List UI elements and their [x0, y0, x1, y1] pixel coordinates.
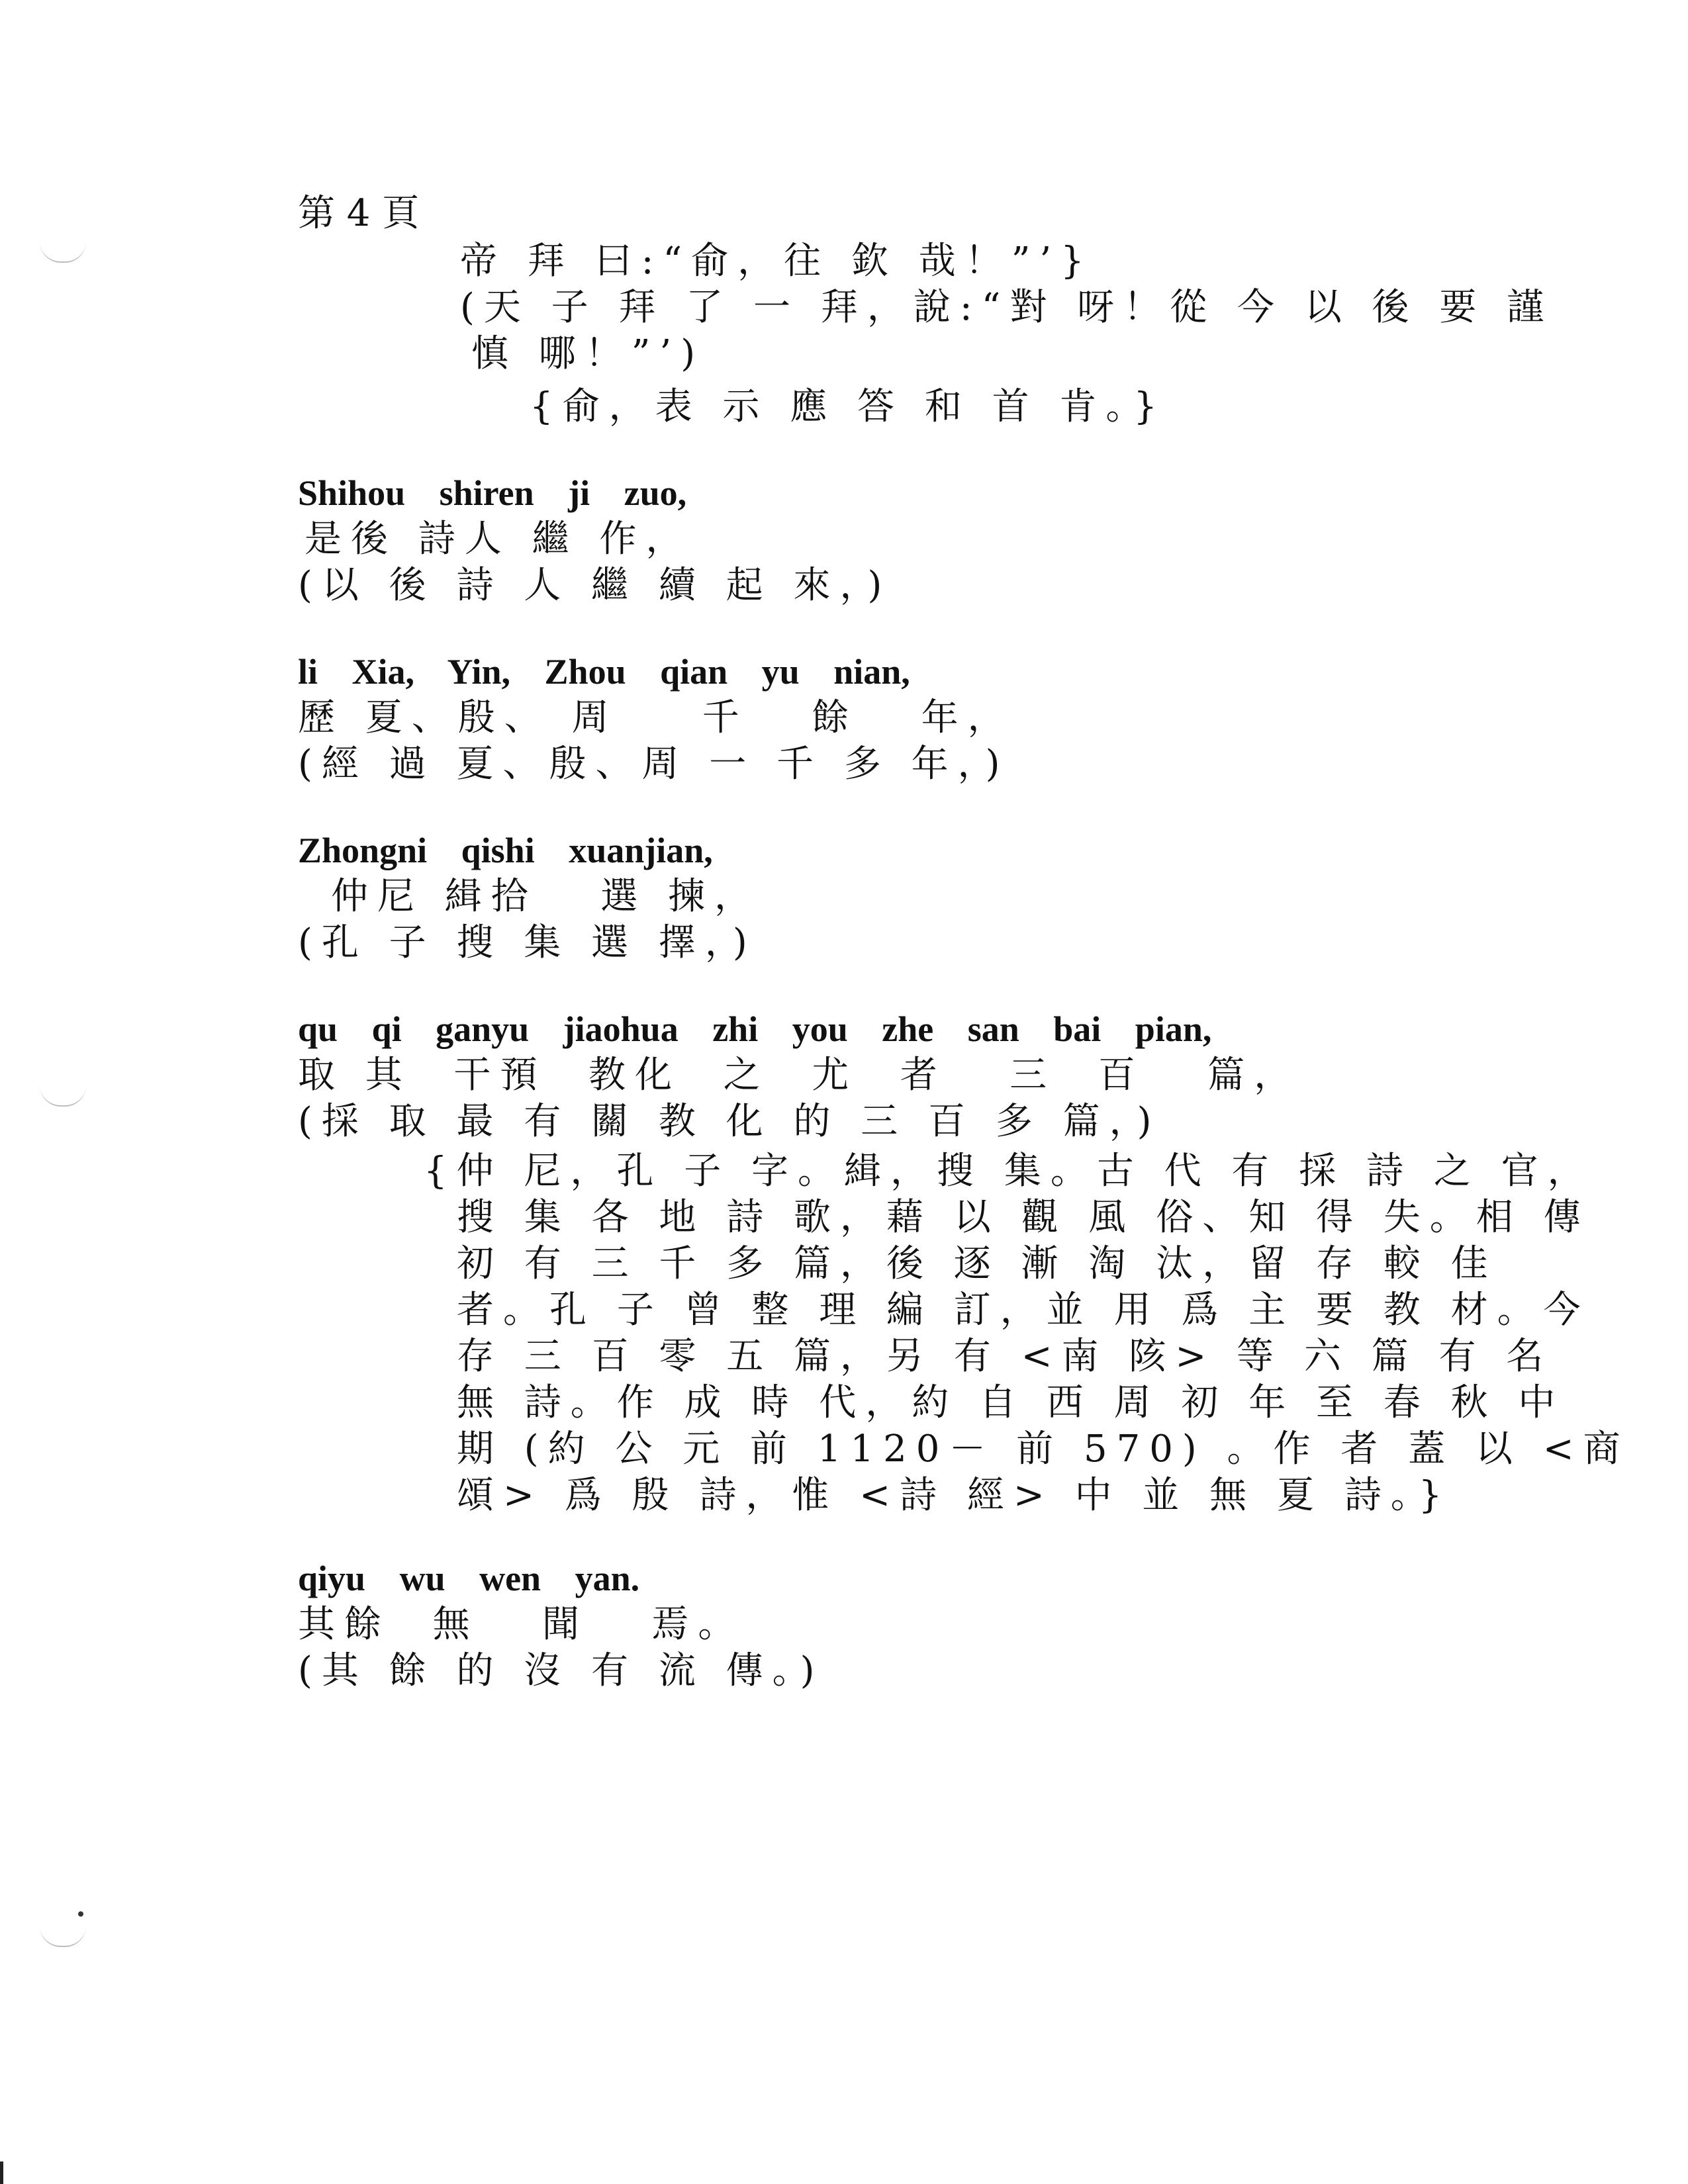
pinyin-line: qiyu wu wen yan.	[298, 1559, 640, 1598]
translation-line: (其 餘 的 沒 有 流 傳。)	[298, 1649, 824, 1692]
translation-line: (經 過 夏、殷、周 一 千 多 年，)	[298, 743, 1009, 786]
note-line: 者。孔 子 曾 整 理 編 訂，並 用 爲 主 要 教 材。今	[457, 1289, 1590, 1332]
pinyin-line: Shihou shiren ji zuo,	[298, 473, 687, 513]
scan-edge-mark	[0, 2161, 3, 2184]
text-line: 慎 哪！”’)	[471, 332, 705, 375]
note-line: 存 三 百 零 五 篇，另 有 <南 陔> 等 六 篇 有 名	[457, 1335, 1553, 1378]
note-line: 無 詩。作 成 時 代，約 自 西 周 初 年 至 春 秋 中	[457, 1381, 1565, 1424]
note-line: 頌> 爲 殷 詩，惟 <詩 經> 中 並 無 夏 詩。}	[457, 1474, 1452, 1517]
note-line: 期 (約 公 元 前 1120－ 前 570) 。作 者 蓋 以 <商	[457, 1428, 1630, 1471]
text-line: (天 子 拜 了 一 拜，說:“對 呀！從 今 以 後 要 謹	[460, 286, 1554, 329]
hanzi-line: 歷 夏、殷、 周 千 餘 年，	[298, 696, 1014, 739]
punch-hole-mark	[40, 1926, 86, 1947]
translation-line: (採 取 最 有 關 教 化 的 三 百 多 篇，)	[298, 1100, 1161, 1143]
note-line: {仲 尼，孔 子 字。緝，搜 集。古 代 有 採 詩 之 官，	[424, 1150, 1594, 1193]
hanzi-line: 取 其 干預 教化 之 尤 者 三 百 篇，	[298, 1054, 1301, 1097]
note-line: {俞，表 示 應 答 和 首 肯。}	[530, 385, 1167, 428]
pinyin-line: li Xia, Yin, Zhou qian yu nian,	[298, 652, 910, 692]
pinyin-line: qu qi ganyu jiaohua zhi you zhe san bai pian,	[298, 1009, 1212, 1049]
hanzi-line: 是後 詩人 繼 作，	[305, 518, 692, 561]
punch-hole-mark	[40, 242, 86, 263]
note-line: 搜 集 各 地 詩 歌，藉 以 觀 風 俗、知 得 失。相 傳	[457, 1196, 1590, 1239]
scan-speck	[78, 1911, 83, 1917]
translation-line: (以 後 詩 人 繼 續 起 來，)	[298, 564, 892, 607]
hanzi-line: 仲尼 緝拾 選 揀，	[331, 875, 761, 918]
note-line: 初 有 三 千 多 篇，後 逐 漸 淘 汰，留 存 較 佳	[457, 1242, 1497, 1285]
hanzi-line: 其餘 無 聞 焉。	[298, 1603, 745, 1646]
text-line: 帝 拜 曰:“俞，往 欽 哉！”’}	[460, 240, 1094, 283]
page-number: 第 4 頁	[298, 192, 420, 235]
pinyin-line: Zhongni qishi xuanjian,	[298, 831, 713, 870]
translation-line: (孔 子 搜 集 選 擇，)	[298, 921, 757, 964]
punch-hole-mark	[40, 1085, 86, 1107]
